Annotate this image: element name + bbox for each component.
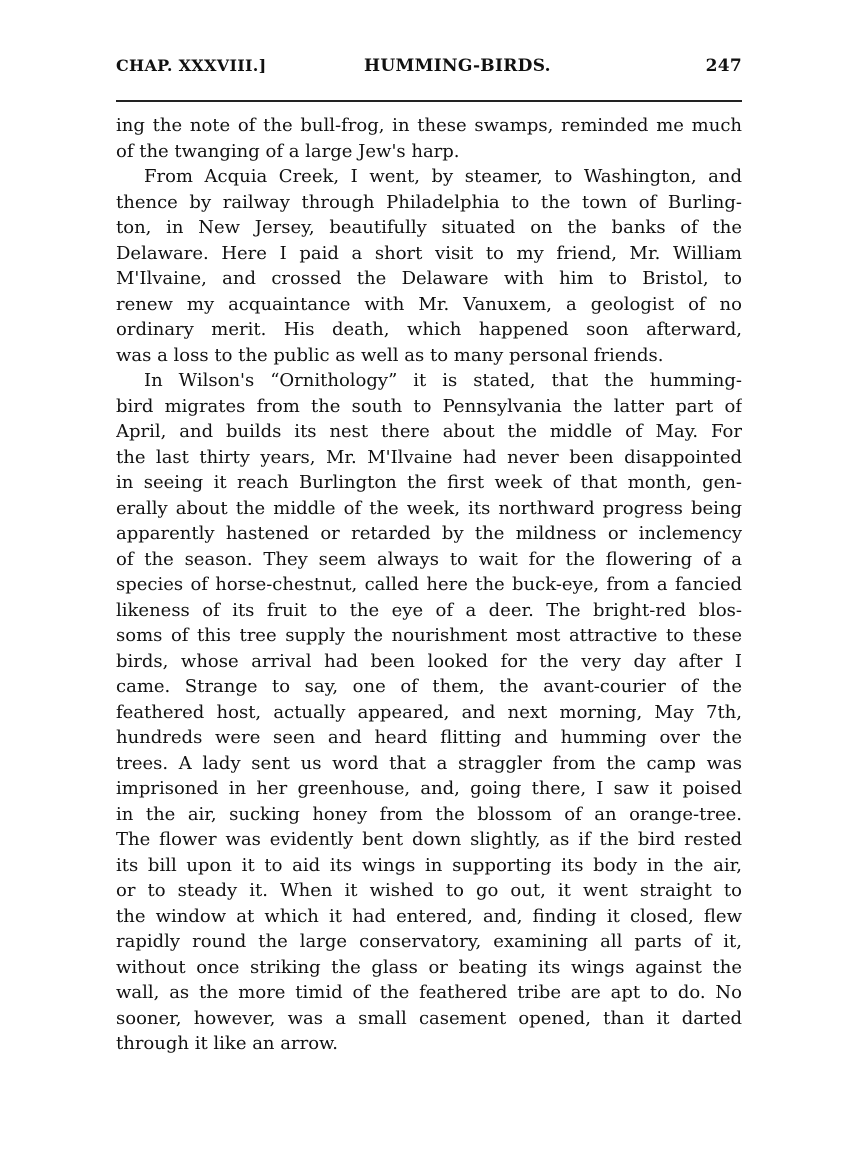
text-line: or to steady it. When it wished to go out, it went straight to: [116, 880, 742, 901]
text-line: bird migrates from the south to Pennsylvania the latter part of: [116, 395, 742, 417]
text-line: came. Strange to say, one of them, the avant-courier of the: [116, 676, 742, 697]
text-line: in the air, sucking honey from the blossom of an orange-tree.: [116, 803, 742, 825]
text-line: Delaware. Here I paid a short visit to my friend, Mr. William: [116, 242, 742, 264]
text-line: its bill upon it to aid its wings in supporting its body in the air,: [116, 854, 742, 876]
text-line: imprisoned in her greenhouse, and, going there, I saw it poised: [116, 778, 742, 799]
text-line: ton, in New Jersey, beautifully situated on the banks of the: [116, 217, 742, 238]
text-line: birds, whose arrival had been looked for the very day after I: [116, 650, 742, 672]
text-line: likeness of its fruit to the eye of a deer. The bright-red blos-: [116, 599, 742, 621]
text-line: ing the note of the bull-frog, in these swamps, reminded me much: [116, 115, 742, 136]
text-line: rapidly round the large conservatory, examining all parts of it,: [116, 931, 742, 952]
text-line: the window at which it had entered, and, finding it closed, flew: [116, 905, 742, 927]
running-title: HUMMING-BIRDS.: [364, 56, 551, 76]
text-line: thence by railway through Philadelphia to the town of Burling-: [116, 191, 742, 213]
text-line: of the season. They seem always to wait for the flowering of a: [116, 548, 742, 570]
chapter-label: CHAP. XXXVIII.]: [116, 56, 267, 75]
text-line: feathered host, actually appeared, and next morning, May 7th,: [116, 701, 742, 723]
text-line: of the twanging of a large Jew's harp.: [116, 140, 460, 162]
text-line: apparently hastened or retarded by the mildness or inclemency: [116, 523, 742, 544]
text-line: In Wilson's “Ornithology” it is stated, that the humming-: [144, 370, 742, 391]
text-line: through it like an arrow.: [116, 1033, 339, 1054]
text-line: soms of this tree supply the nourishment most attractive to these: [116, 625, 742, 646]
text-line: was a loss to the public as well as to many personal friends.: [116, 344, 664, 366]
text-line: The flower was evidently bent down slightly, as if the bird rested: [116, 829, 742, 850]
text-line: M'Ilvaine, and crossed the Delaware with him to Bristol, to: [116, 268, 742, 289]
text-line: hundreds were seen and heard flitting and humming over the: [116, 727, 742, 748]
text-line: ordinary merit. His death, which happened soon afterward,: [116, 319, 742, 340]
text-line: sooner, however, was a small casement opened, than it darted: [116, 1007, 742, 1029]
text-line: erally about the middle of the week, its northward progress being: [116, 497, 742, 519]
text-line: without once striking the glass or beating its wings against the: [116, 956, 742, 978]
running-head: [116, 56, 742, 92]
text-line: trees. A lady sent us word that a straggler from the camp was: [116, 752, 742, 774]
page-number: 247: [705, 56, 742, 76]
text-line: From Acquia Creek, I went, by steamer, to Washington, and: [144, 166, 742, 187]
body-text: [116, 113, 742, 1057]
text-line: species of horse-chestnut, called here the buck-eye, from a fancied: [116, 574, 742, 595]
text-line: the last thirty years, Mr. M'Ilvaine had never been disappointed: [116, 446, 742, 468]
text-line: wall, as the more timid of the feathered tribe are apt to do. No: [116, 982, 742, 1003]
text-line: April, and builds its nest there about the middle of May. For: [116, 421, 742, 442]
text-line: renew my acquaintance with Mr. Vanuxem, a geologist of no: [116, 293, 742, 315]
header-rule: [116, 100, 742, 102]
text-line: in seeing it reach Burlington the first week of that month, gen-: [116, 472, 742, 493]
